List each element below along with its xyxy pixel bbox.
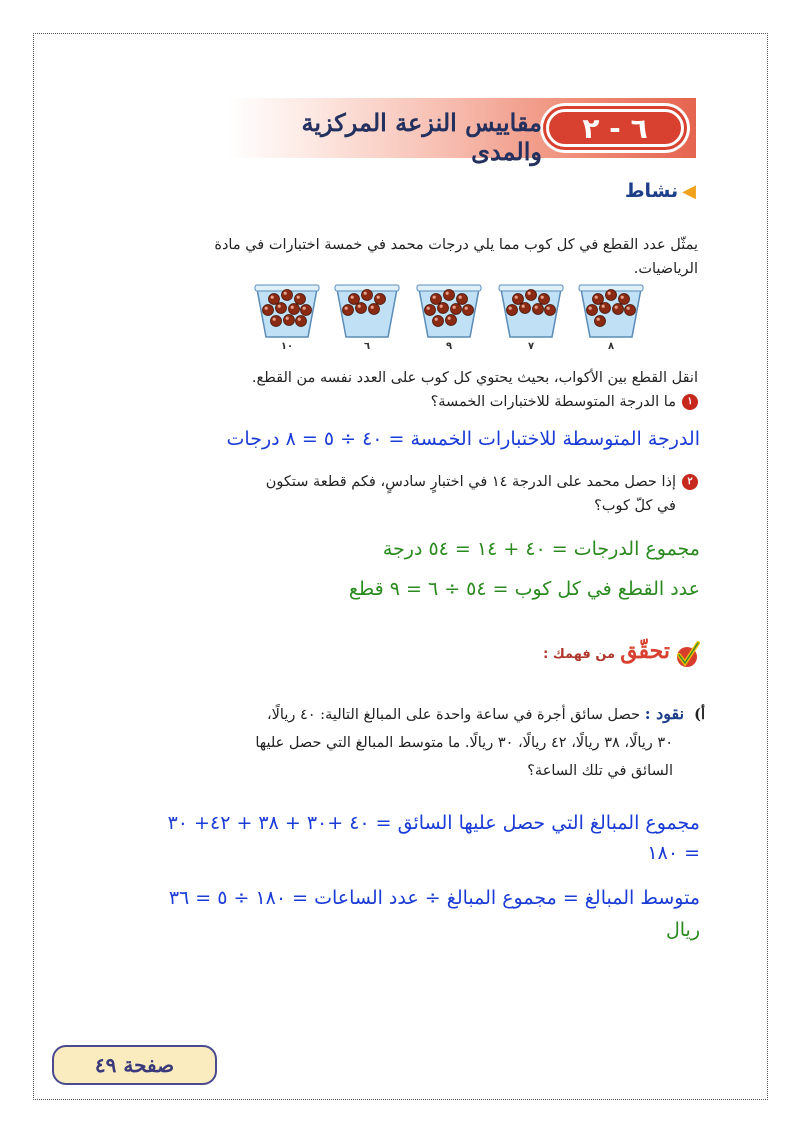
piece	[446, 315, 457, 326]
piece-highlight	[298, 318, 301, 321]
piece	[444, 290, 455, 301]
piece	[526, 290, 537, 301]
intro-text	[210, 233, 698, 281]
answer-2b: عدد القطع في كل كوب = ٥٤ ÷ ٦ = ٩ قطع	[348, 578, 700, 600]
piece-highlight	[297, 296, 300, 299]
piece-highlight	[528, 292, 531, 295]
lesson-number-badge	[540, 103, 690, 153]
exercise-answer-1-line-2: = ١٨٠	[647, 842, 700, 864]
piece	[533, 304, 544, 315]
piece-highlight	[509, 307, 512, 310]
check-heading	[540, 638, 700, 669]
piece-highlight	[371, 306, 374, 309]
piece-highlight	[440, 305, 443, 308]
exercise-line-3: السائق في تلك الساعة؟	[527, 763, 673, 779]
cup	[254, 283, 320, 352]
piece-highlight	[303, 307, 306, 310]
check-title: تحقّق	[620, 638, 670, 664]
cup-icon	[578, 283, 644, 339]
piece-highlight	[535, 306, 538, 309]
piece-highlight	[364, 292, 367, 295]
piece	[301, 305, 312, 316]
piece	[613, 304, 624, 315]
piece-highlight	[465, 307, 468, 310]
piece-highlight	[265, 307, 268, 310]
piece	[282, 290, 293, 301]
piece-highlight	[291, 306, 294, 309]
piece	[587, 305, 598, 316]
piece	[463, 305, 474, 316]
activity-heading	[560, 180, 696, 202]
piece	[606, 290, 617, 301]
piece	[263, 305, 274, 316]
piece	[349, 294, 360, 305]
cup-label: ٩	[445, 341, 453, 352]
piece-highlight	[589, 307, 592, 310]
piece-highlight	[358, 305, 361, 308]
piece	[520, 303, 531, 314]
answer-2a: مجموع الدرجات = ٤٠ + ١٤ = ٥٤ درجة	[382, 538, 700, 560]
cup-icon	[254, 283, 320, 339]
piece-highlight	[284, 292, 287, 295]
piece-highlight	[608, 292, 611, 295]
piece	[619, 294, 630, 305]
piece	[276, 303, 287, 314]
exercise-line-2: ٣٠ ريالًا، ٣٨ ريالًا، ٤٢ ريالًا، ٣٠ ريالًا. ما متوسط المبالغ التي حصل عليها	[255, 735, 673, 751]
piece-highlight	[427, 307, 430, 310]
activity-title: نشاط	[624, 180, 679, 202]
instruction-text: انقل القطع بين الأكواب، بحيث يحتوي كل كوب على العدد نفسه من القطع.	[251, 370, 698, 386]
piece	[375, 294, 386, 305]
exercise-a	[160, 700, 705, 785]
piece	[284, 315, 295, 326]
intro-line-2: الرياضيات.	[633, 261, 698, 277]
piece-highlight	[433, 296, 436, 299]
piece-highlight	[547, 307, 550, 310]
piece	[425, 305, 436, 316]
piece-highlight	[278, 305, 281, 308]
piece-highlight	[435, 318, 438, 321]
cup	[498, 283, 564, 352]
question-2-line-1: إذا حصل محمد على الدرجة ١٤ في اختبارٍ سادسٍ، فكم قطعة ستكون	[265, 474, 676, 490]
question-2	[210, 470, 698, 518]
piece	[296, 316, 307, 327]
cup-icon	[498, 283, 564, 339]
piece	[625, 305, 636, 316]
piece	[295, 294, 306, 305]
question-1-text: ما الدرجة المتوسطة للاختبارات الخمسة؟	[430, 394, 676, 410]
piece-highlight	[515, 296, 518, 299]
cups-illustration	[254, 283, 646, 355]
exercise-answer-2	[120, 882, 700, 946]
piece	[271, 316, 282, 327]
piece-highlight	[602, 305, 605, 308]
triangle-icon: ◀	[682, 181, 696, 202]
piece-highlight	[522, 305, 525, 308]
piece	[433, 316, 444, 327]
cup-label: ١٠	[280, 341, 294, 352]
question-2-line-2: في كلّ كوب؟	[594, 498, 676, 514]
piece-highlight	[273, 318, 276, 321]
exercise-answer-2-line-1: متوسط المبالغ = مجموع المبالغ ÷ عدد الساعات = ١٨٠ ÷ ٥ = ٣٦	[168, 887, 700, 909]
piece-highlight	[615, 306, 618, 309]
piece-highlight	[541, 296, 544, 299]
piece	[356, 303, 367, 314]
piece-highlight	[597, 318, 600, 321]
exercise-keyword: نقود :	[644, 704, 685, 723]
cup-label: ٦	[363, 341, 371, 352]
check-subtitle: من فهمك :	[543, 647, 616, 662]
lesson-number: ٦ - ٢	[546, 109, 684, 147]
checkmark-icon	[674, 639, 700, 669]
piece-highlight	[459, 296, 462, 299]
exercise-letter: أ)	[694, 706, 705, 723]
intro-line-1: يمثّل عدد القطع في كل كوب مما يلي درجات محمد في خمسة اختبارات في مادة	[214, 237, 698, 253]
exercise-line-1: حصل سائق أجرة في ساعة واحدة على المبالغ التالية: ٤٠ ريالًا،	[266, 707, 641, 723]
piece-highlight	[271, 296, 274, 299]
piece	[600, 303, 611, 314]
piece-highlight	[595, 296, 598, 299]
question-number-2: ٢	[682, 474, 698, 490]
question-number-1: ١	[682, 394, 698, 410]
piece-highlight	[448, 317, 451, 320]
piece	[431, 294, 442, 305]
piece	[289, 304, 300, 315]
cup-label: ٧	[527, 341, 535, 352]
piece-highlight	[453, 306, 456, 309]
piece	[369, 304, 380, 315]
piece-highlight	[621, 296, 624, 299]
page-number-badge: صفحة ٤٩	[52, 1045, 217, 1085]
piece	[451, 304, 462, 315]
cup	[578, 283, 644, 352]
piece-highlight	[351, 296, 354, 299]
piece	[593, 294, 604, 305]
piece	[269, 294, 280, 305]
piece	[595, 316, 606, 327]
cup-label: ٨	[607, 341, 615, 352]
piece-highlight	[286, 317, 289, 320]
piece	[545, 305, 556, 316]
exercise-answer-2-line-2: ريال	[665, 919, 700, 941]
piece	[362, 290, 373, 301]
exercise-answer-1-line-1: مجموع المبالغ التي حصل عليها السائق = ٤٠ +٣٠ + ٣٨ + ٤٢+ ٣٠	[167, 812, 700, 834]
cup-icon	[334, 283, 400, 339]
piece-highlight	[345, 307, 348, 310]
piece-highlight	[377, 296, 380, 299]
exercise-answer-1	[120, 808, 700, 868]
piece	[507, 305, 518, 316]
cup	[416, 283, 482, 352]
piece	[539, 294, 550, 305]
cup	[334, 283, 400, 352]
piece-highlight	[446, 292, 449, 295]
piece-highlight	[627, 307, 630, 310]
lesson-title: مقاييس النزعة المركزية والمدى	[301, 108, 542, 166]
piece	[513, 294, 524, 305]
piece	[457, 294, 468, 305]
piece	[438, 303, 449, 314]
question-1	[210, 390, 698, 414]
cup-icon	[416, 283, 482, 339]
answer-1: الدرجة المتوسطة للاختبارات الخمسة = ٤٠ ÷ ٥ = ٨ درجات	[226, 428, 700, 450]
piece	[343, 305, 354, 316]
